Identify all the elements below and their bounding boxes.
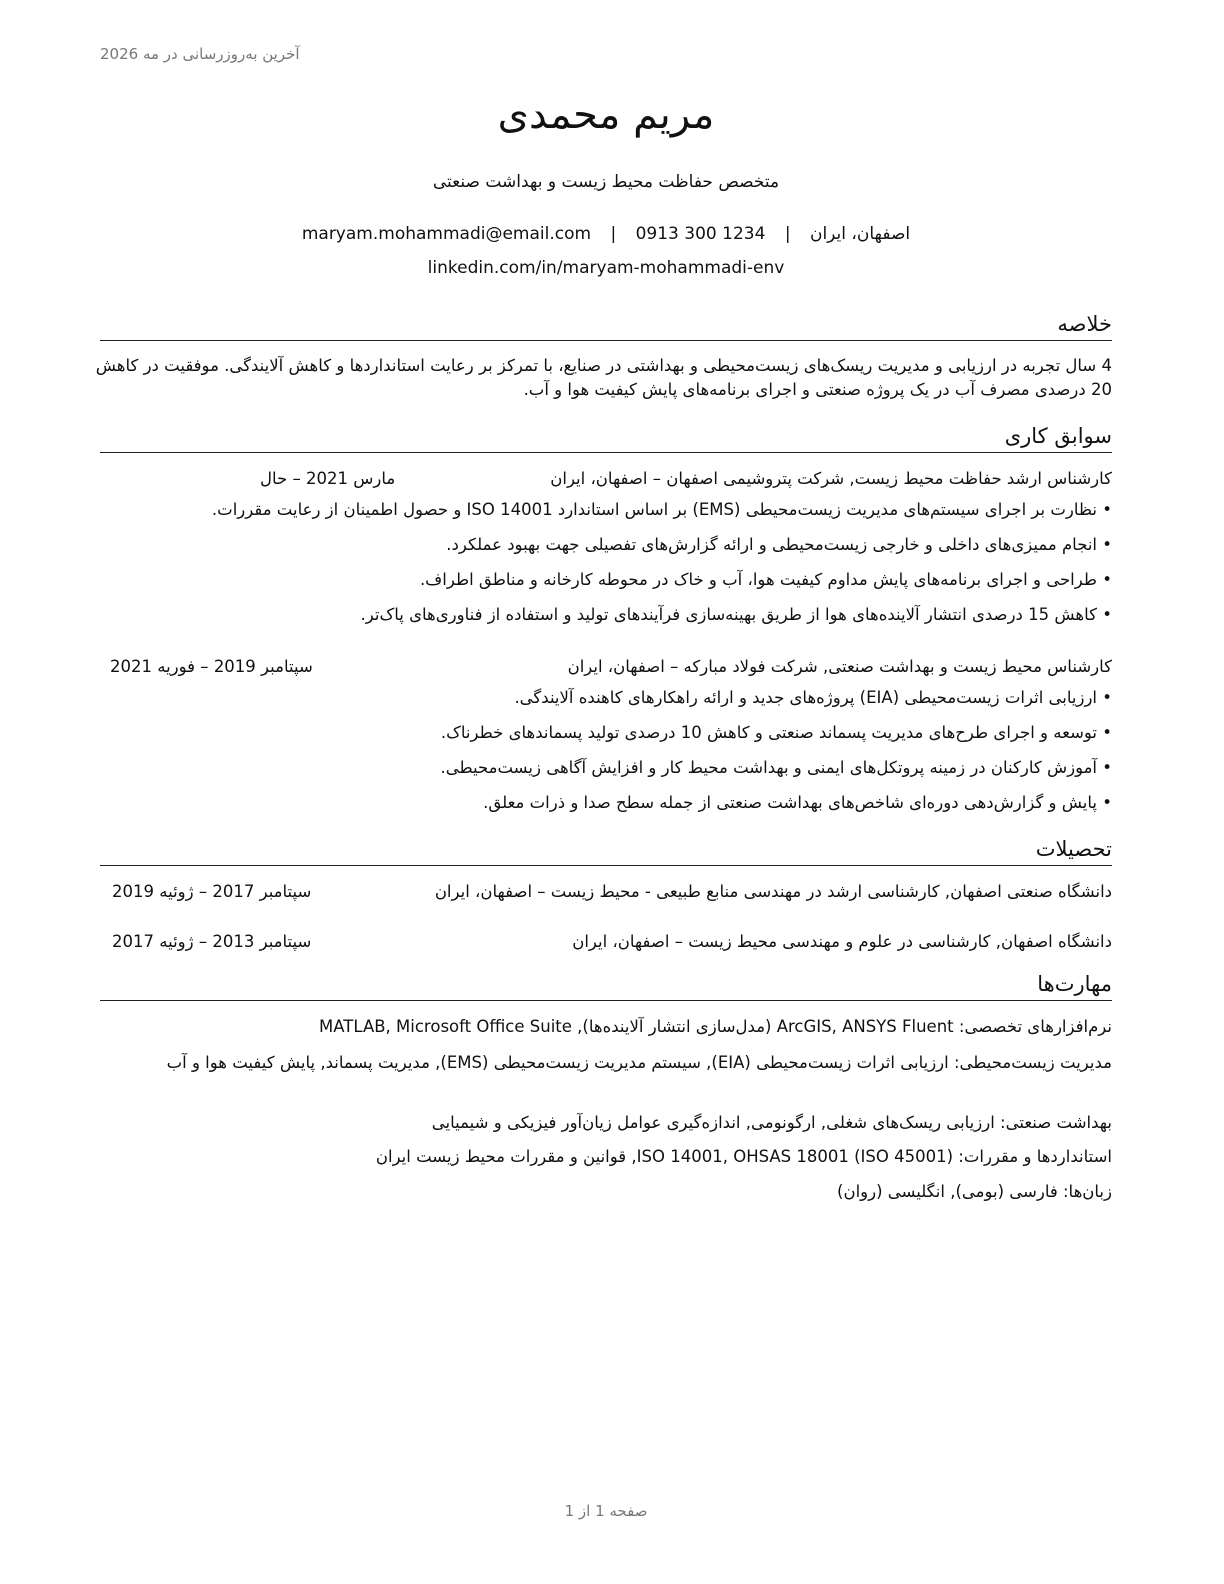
resume-page xyxy=(95,0,1112,1584)
education-text: دانشگاه صنعتی اصفهان, کارشناسی ارشد در مهندسی منابع طبیعی - محیط زیست – اصفهان، ایران xyxy=(434,882,1112,901)
summary-text: 4 سال تجربه در ارزیابی و مدیریت ریسک‌های زیست‌محیطی و بهداشتی در صنایع، با تمرکز بر رعایت استانداردها و کاهش آلایندگی. موفقیت در کاهش 20 درصدی مصرف آب در یک پروژه صنعتی و اجرای برنامه‌های پایش کیفیت هوا و آب. xyxy=(95,356,1112,399)
education-dates: سپتامبر 2017 – ژوئیه 2019 xyxy=(112,882,312,901)
skill-line: زبان‌ها: فارسی (بومی), انگلیسی (روان) xyxy=(837,1182,1112,1201)
list-item: • پایش و گزارش‌دهی دوره‌ای شاخص‌های بهداشت صنعتی از جمله سطح صدا و ذرات معلق. xyxy=(100,791,1112,815)
job-bullets xyxy=(100,686,1112,826)
contact-line xyxy=(100,224,1112,244)
job-dates: مارس 2021 – حال xyxy=(260,469,396,488)
list-item: • انجام ممیزی‌های داخلی و خارجی زیست‌محیطی و ارائه گزارش‌های تفصیلی جهت بهبود عملکرد. xyxy=(100,533,1112,557)
linkedin-link[interactable]: linkedin.com/in/maryam-mohammadi-env xyxy=(427,258,785,278)
list-item: • آموزش کارکنان در زمینه پروتکل‌های ایمنی و بهداشت محیط کار و افزایش آگاهی زیست‌محیطی. xyxy=(100,756,1112,780)
list-item: • توسعه و اجرای طرح‌های مدیریت پسماند صنعتی و کاهش 10 درصدی تولید پسماندهای خطرناک. xyxy=(100,721,1112,745)
candidate-name: مریم محمدی xyxy=(497,92,715,138)
job-position: کارشناس ارشد حفاظت محیط زیست, شرکت پتروشیمی اصفهان – اصفهان، ایران xyxy=(550,469,1112,488)
job-header xyxy=(100,655,1112,679)
skill-line: بهداشت صنعتی: ارزیابی ریسک‌های شغلی, ارگونومی, اندازه‌گیری عوامل زیان‌آور فیزیکی و شیمیایی xyxy=(431,1113,1112,1132)
job-position: کارشناس محیط زیست و بهداشت صنعتی, شرکت فولاد مبارکه – اصفهان، ایران xyxy=(567,657,1112,676)
separator: | xyxy=(784,224,791,244)
location: اصفهان، ایران xyxy=(809,224,911,244)
separator: | xyxy=(610,224,617,244)
section-title-education: تحصیلات xyxy=(100,835,1112,866)
skill-line: نرم‌افزارهای تخصصی: ArcGIS, ANSYS Fluent (مدل‌سازی انتشار آلاینده‌ها), MATLAB, Microsoft Office Suite xyxy=(319,1017,1112,1036)
education-item xyxy=(100,930,1112,954)
section-title-summary: خلاصه xyxy=(100,310,1112,341)
candidate-title: متخصص حفاظت محیط زیست و بهداشت صنعتی xyxy=(432,172,780,192)
job-header xyxy=(100,467,1112,491)
job-dates: سپتامبر 2019 – فوریه 2021 xyxy=(110,657,313,676)
education-item xyxy=(100,880,1112,904)
last-updated: آخرین به‌روزرسانی در مه 2026 xyxy=(100,45,300,63)
section-title-experience: سوابق کاری xyxy=(100,422,1112,453)
education-dates: سپتامبر 2013 – ژوئیه 2017 xyxy=(112,932,312,951)
email-link[interactable]: maryam.mohammadi@email.com xyxy=(301,224,592,244)
list-item: • طراحی و اجرای برنامه‌های پایش مداوم کیفیت هوا، آب و خاک در محوطه کارخانه و مناطق اطراف. xyxy=(100,568,1112,592)
list-item: • نظارت بر اجرای سیستم‌های مدیریت زیست‌محیطی (EMS) بر اساس استاندارد ISO 14001 و حصول اطمینان از رعایت مقررات. xyxy=(100,498,1112,522)
list-item: • کاهش 15 درصدی انتشار آلاینده‌های هوا از طریق بهینه‌سازی فرآیندهای تولید و استفاده از فناوری‌های پاک‌تر. xyxy=(100,603,1112,627)
skill-line: مدیریت زیست‌محیطی: ارزیابی اثرات زیست‌محیطی (EIA), سیستم مدیریت زیست‌محیطی (EMS), مدیریت پسماند, پایش کیفیت هوا و آب xyxy=(166,1053,1112,1072)
list-item: • ارزیابی اثرات زیست‌محیطی (EIA) پروژه‌های جدید و ارائه راهکارهای کاهنده آلایندگی. xyxy=(100,686,1112,710)
section-title-skills: مهارت‌ها xyxy=(100,970,1112,1001)
education-text: دانشگاه اصفهان, کارشناسی در علوم و مهندسی محیط زیست – اصفهان، ایران xyxy=(572,932,1112,951)
page-number: صفحه 1 از 1 xyxy=(564,1502,648,1520)
skill-line: استانداردها و مقررات: ISO 14001, OHSAS 18001 (ISO 45001), قوانین و مقررات محیط زیست ایران xyxy=(375,1147,1112,1166)
job-bullets xyxy=(100,498,1112,638)
phone: 0913 300 1234 xyxy=(635,224,766,244)
